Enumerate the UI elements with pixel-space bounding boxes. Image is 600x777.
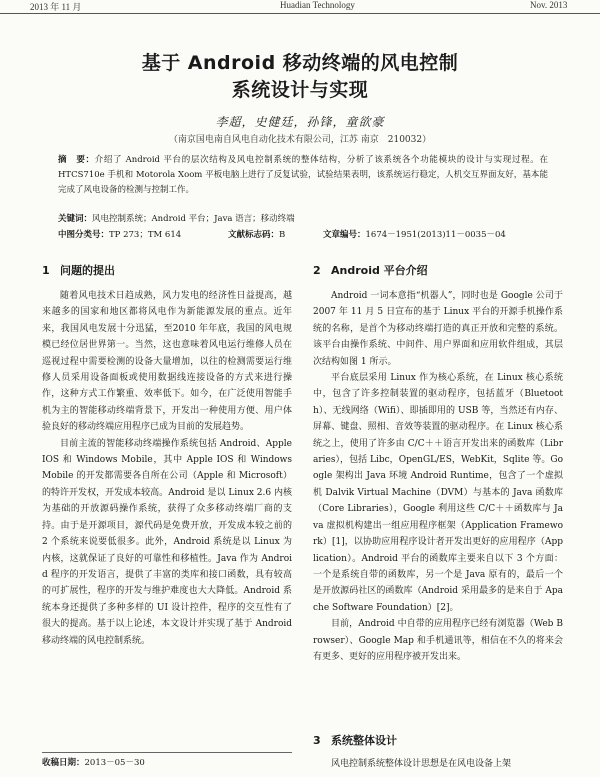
section1-paragraph1: 随着风电技术日趋成熟，风力发电的经济性日益提高，越来越多的国家和地区都将风电作为新能源发展的重点。近年来，我国风电发展十分迅猛，至2010 年年底，我国的风电规模已经位居世界第一。当然，这也意味着风电运行维修人员在巡视过程中需要检测的设备大量增加，以往的检测需要运行维修人员采用设备面板或使用数据线连接设备的方式来进行操作，这种方式工作繁重、效率低下。如今，在广泛使用智能手机为主的智能移动终端背景下，开发出一种使用方便、用户体验良好的移动终端应用程序已成为目前的发展趋势。: [42, 291, 292, 433]
running-header: [0, 0, 600, 14]
header-date-en: Nov. 2013: [530, 0, 568, 10]
footnote-label: 收稿日期：: [42, 758, 85, 768]
footnote-text: 2013－05－30: [84, 758, 145, 768]
section3-title: 系统整体设计: [331, 734, 397, 747]
header-journal: Huadian Technology: [280, 0, 355, 10]
art-value: 1674－1951(2013)11－0035－04: [365, 230, 506, 240]
keywords-label: 关键词：: [58, 214, 93, 224]
doc-value: B: [279, 230, 286, 240]
clc-value: TP 273；TM 614: [109, 230, 182, 240]
section1-heading: [42, 262, 292, 278]
left-column: [42, 262, 292, 649]
abstract-text: 介绍了 Android 平台的层次结构及风电控制系统的整体结构，分析了该系统各个功能模块的设计与实现过程。在 HTCS710e 手机和 Motorola Xoom 平板电脑上进行了反复试验，试验结果表明，该系统运行稳定，人机交互界面友好，基本能完成了风电设备的检测与控制工作。: [58, 155, 548, 195]
doc-label: 文献标志码：: [228, 230, 280, 240]
article-number: [323, 228, 506, 240]
section2-paragraph3: 目前，Android 中自带的应用程序已经有浏览器（Web Browser）、Google Map 和手机通讯等，相信在不久的将来会有更多、更好的应用程序被开发出来。: [313, 619, 563, 662]
section2-title: Android 平台介绍: [331, 264, 428, 277]
affiliation: （南京国电南自风电自动化技术有限公司，江苏 南京 210032）: [168, 135, 432, 145]
abstract: [58, 153, 548, 198]
section3-heading: [313, 732, 397, 748]
header-rule: [0, 13, 600, 14]
section2-heading: [313, 262, 563, 278]
section3-number: 3: [313, 734, 321, 747]
received-date-footnote: [42, 752, 292, 768]
keywords-text: 风电控制系统；Android 平台；Java 语言；移动终端: [92, 214, 295, 224]
section2-paragraph1: Android 一词本意指“机器人”，同时也是 Google 公司于 2007 年 11 月 5 日宣布的基于 Linux 平台的开源手机操作系统的名称，是首个为移动终端打造的真正开放和完整的系统。该平台由操作系统、中间件、用户界面和应用软件组成，其层次结构如图 1 所示。: [313, 291, 563, 367]
paper-title-line1: 基于 Android 移动终端的风电控制: [141, 52, 459, 74]
art-label: 文章编号：: [323, 230, 366, 240]
section2-paragraph2: 平台底层采用 Linux 作为核心系统，在 Linux 核心系统中，包含了许多控制装置的驱动程序，包括蓝牙（Bluetooth）、无线网络（Wifi）、即插即用的 USB 等，当然还有内存、屏幕、键盘、照相、音效等装置的驱动程序。在 Linux 核心系统之上，使用了许多由 C/C＋＋语言开发出来的函数库（Libraries），包括 Libc，OpenGL/ES，WebKit，Sqlite 等。Google 架构出 Java 环境 Android Runtime，包含了一个虚拟机 Dalvik Virtual Machine（DVM）与基本的 Java 函数库（Core Libraries），Google 利用这些 C/C＋＋函数库与 Java 虚拟机构建出一组应用程序框架（Application Framework）[1]，以协助应用程序设计者开发出更好的应用程序（Application）。Android 平台的函数库主要来自以下 3 个方面：一个是系统自带的函数库，另一个是 Java 原有的，最后一个是开放源码社区的函数库（Android 采用最多的是来自于 Apache Software Foundation）[2]。: [313, 373, 563, 613]
section2-number: 2: [313, 264, 321, 277]
keywords: [58, 212, 548, 224]
right-column: [313, 262, 563, 665]
paper-title-line2: 系统设计与实现: [231, 79, 369, 101]
header-date-cn: 2013 年 11 月: [30, 2, 82, 12]
clc-number: [58, 228, 181, 240]
document-code: [228, 228, 285, 240]
section1-title: 问题的提出: [60, 264, 115, 277]
abstract-label: 摘 要：: [58, 155, 95, 165]
section3-paragraph1: 风电控制系统整体设计思想是在风电设备上架: [331, 759, 512, 769]
section1-number: 1: [42, 264, 50, 277]
authors: 李超，史健廷，孙锋，童欲豪: [215, 115, 385, 129]
section1-paragraph2: 目前主流的智能移动终端操作系统包括 Android、Apple IOS 和 Windows Mobile，其中 Apple IOS 和 Windows Mobile 的开发都需要各自所在公司（Apple 和 Microsoft）的特许开发权，开发成本较高。Android 是以 Linux 2.6 内核为基础的开放源码操作系统，获得了众多移动终端厂商的支持。由于是开源项目，源代码是免费开放，开发成本较之前的 2 个系统来说要低很多。此外，Android 系统是以 Linux 为内核，这就保证了良好的可靠性和移植性。Java 作为 Android 程序的开发语言，提供了丰富的类库和接口函数，具有较高的可扩展性，程序的开发与维护难度也大大降低。Android 系统本身还提供了多种多样的 UI 设计控件，程序的交互性有了很大的提高。基于以上论述，本文设计并实现了基于 Android 移动终端的风电控制系统。: [42, 438, 292, 646]
clc-label: 中图分类号：: [58, 230, 110, 240]
